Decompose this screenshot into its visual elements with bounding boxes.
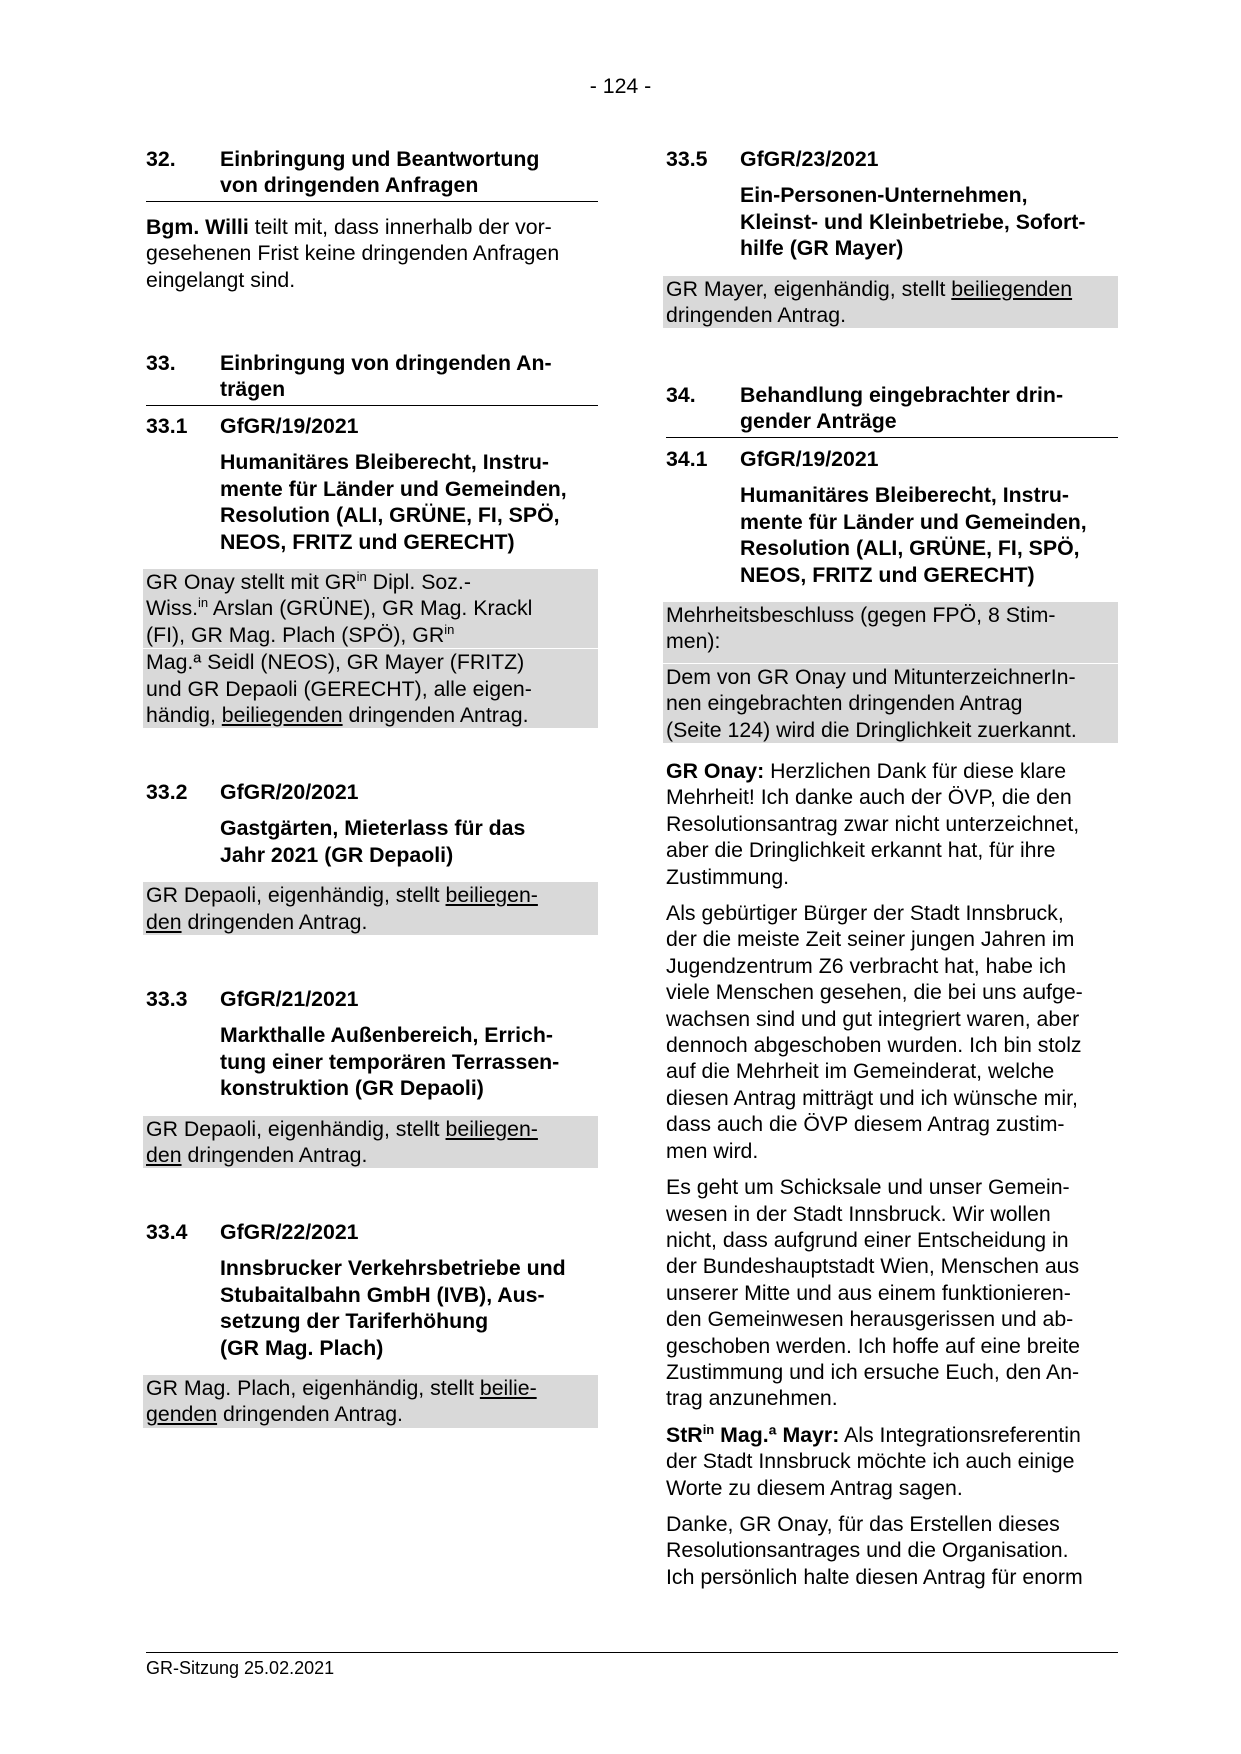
- speech-mayr-p1: StR$^{in}$ Mag.ª Mayr: Als Integrationsreferentin der Stadt Innsbruck möchte ich auch einige Worte zu diesem Antrag sagen.: [666, 1421, 1081, 1500]
- item-33-2-title: Gastgärten, Mieterlass für das Jahr 2021 (GR Depaoli): [220, 816, 526, 867]
- section-32-text: Bgm. Willi teilt mit, dass innerhalb der vor- gesehenen Frist keine dringenden Anfragen eingelangt sind.: [146, 214, 560, 292]
- item-33-4-heading: 33.4 GfGR/22/2021: [146, 1220, 359, 1244]
- item-33-5-block: GR Mayer, eigenhändig, stellt beiliegenden dringenden Antrag.: [663, 276, 1118, 329]
- vote-result: Mehrheitsbeschluss (gegen FPÖ, 8 Stim- men):: [663, 602, 1118, 663]
- footer-divider: [146, 1652, 1118, 1653]
- section-33: [146, 350, 598, 406]
- footer: GR-Sitzung 25.02.2021: [146, 1658, 335, 1678]
- section-33-heading: 33. Einbringung von dringenden An- trägen: [146, 350, 598, 406]
- item-34-1-heading: 34.1 GfGR/19/2021: [666, 447, 879, 471]
- item-33-1-block-2: Mag.ª Seidl (NEOS), GR Mayer (FRITZ) und GR Depaoli (GERECHT), alle eigen- händig, beiliegenden dringenden Antrag.: [143, 648, 598, 728]
- item-34-1-title: Humanitäres Bleiberecht, Instru- mente für Länder und Gemeinden, Resolution (ALI, GRÜNE, FI, SPÖ, NEOS, FRITZ und GERECHT): [740, 483, 1087, 587]
- item-33-5: [666, 146, 1118, 328]
- item-33-1: [146, 413, 598, 728]
- item-33-1-title: Humanitäres Bleiberecht, Instru- mente für Länder und Gemeinden, Resolution (ALI, GRÜNE, FI, SPÖ, NEOS, FRITZ und GERECHT): [220, 450, 567, 554]
- section-34-heading: 34. Behandlung eingebrachter drin- gender Anträge: [666, 382, 1118, 438]
- speech-onay-p2: Als gebürtiger Bürger der Stadt Innsbruck, der die meiste Zeit seiner jungen Jahren im Jugendzentrum Z6 verbracht hat, habe ich viele Menschen gesehen, die bei uns aufge- wachsen sind und gut integriert waren, aber dennoch abgeschoben wurden. Ich bin stolz auf die Mehrheit im Gemeinderat, welche diesen Antrag mitträgt und ich wünsche mir, dass auch die ÖVP diesem Antrag zustim- men wird.: [666, 901, 1083, 1163]
- item-33-5-title: Ein-Personen-Unternehmen, Kleinst- und Kleinbetriebe, Sofort- hilfe (GR Mayer): [740, 183, 1086, 261]
- item-33-2: [146, 779, 598, 935]
- vote-decision: Dem von GR Onay und MitunterzeichnerIn- nen eingebrachten dringenden Antrag (Seite 124) wird die Dringlichkeit zuerkannt.: [663, 663, 1118, 743]
- item-33-3: [146, 986, 598, 1168]
- section-34: [666, 382, 1118, 438]
- item-34-1: [666, 446, 1118, 743]
- item-33-3-block: GR Depaoli, eigenhändig, stellt beiliegen- den dringenden Antrag.: [143, 1116, 598, 1169]
- item-33-4-block: GR Mag. Plach, eigenhändig, stellt beilie- genden dringenden Antrag.: [143, 1375, 598, 1428]
- item-33-3-heading: 33.3 GfGR/21/2021: [146, 987, 359, 1011]
- section-32: [146, 146, 598, 293]
- speech-onay: [666, 758, 1118, 1590]
- page-number: - 124 -: [589, 74, 652, 98]
- item-33-1-block-1: GR Onay stellt mit $GR^{in}$ Dipl. Soz.- Wiss.$^{in}$ Arslan (GRÜNE), GR Mag. Krackl (FI), GR Mag. Plach (SPÖ), $GR^{in}$: [143, 569, 598, 648]
- item-33-4-title: Innsbrucker Verkehrsbetriebe und Stubaitalbahn GmbH (IVB), Aus- setzung der Tariferhöhung (GR Mag. Plach): [220, 1256, 566, 1360]
- item-33-3-title: Markthalle Außenbereich, Errich- tung einer temporären Terrassen- konstruktion (GR Depaoli): [220, 1023, 560, 1101]
- item-33-2-heading: 33.2 GfGR/20/2021: [146, 780, 359, 804]
- speech-onay-p1: GR Onay: Herzlichen Dank für diese klare Mehrheit! Ich danke auch der ÖVP, die den Resolutionsantrag zwar nicht unterzeichnet, aber die Dringlichkeit erkannt hat, für ihre Zustimmung.: [666, 759, 1080, 889]
- section-32-heading: 32. Einbringung und Beantwortung von dringenden Anfragen: [146, 146, 598, 202]
- speech-mayr-p2: Danke, GR Onay, für das Erstellen dieses Resolutionsantrages und die Organisation. Ich persönlich halte diesen Antrag für enorm: [666, 1511, 1083, 1589]
- speech-onay-p3: Es geht um Schicksale und unser Gemein- wesen in der Stadt Innsbruck. Wir wollen nicht, dass aufgrund einer Entscheidung in der Bundeshauptstadt Wien, Menschen aus unserer Mitte und aus einem funktionieren- den Gemeinwesen herausgerissen und ab- geschoben werden. Ich hoffe auf eine breite Zustimmung und ich ersuche Euch, den An- trag anzunehmen.: [666, 1175, 1081, 1411]
- item-33-5-heading: 33.5 GfGR/23/2021: [666, 147, 879, 171]
- item-33-4: [146, 1219, 598, 1428]
- item-33-2-block: GR Depaoli, eigenhändig, stellt beiliegen- den dringenden Antrag.: [143, 882, 598, 935]
- item-33-1-heading: 33.1 GfGR/19/2021: [146, 414, 359, 438]
